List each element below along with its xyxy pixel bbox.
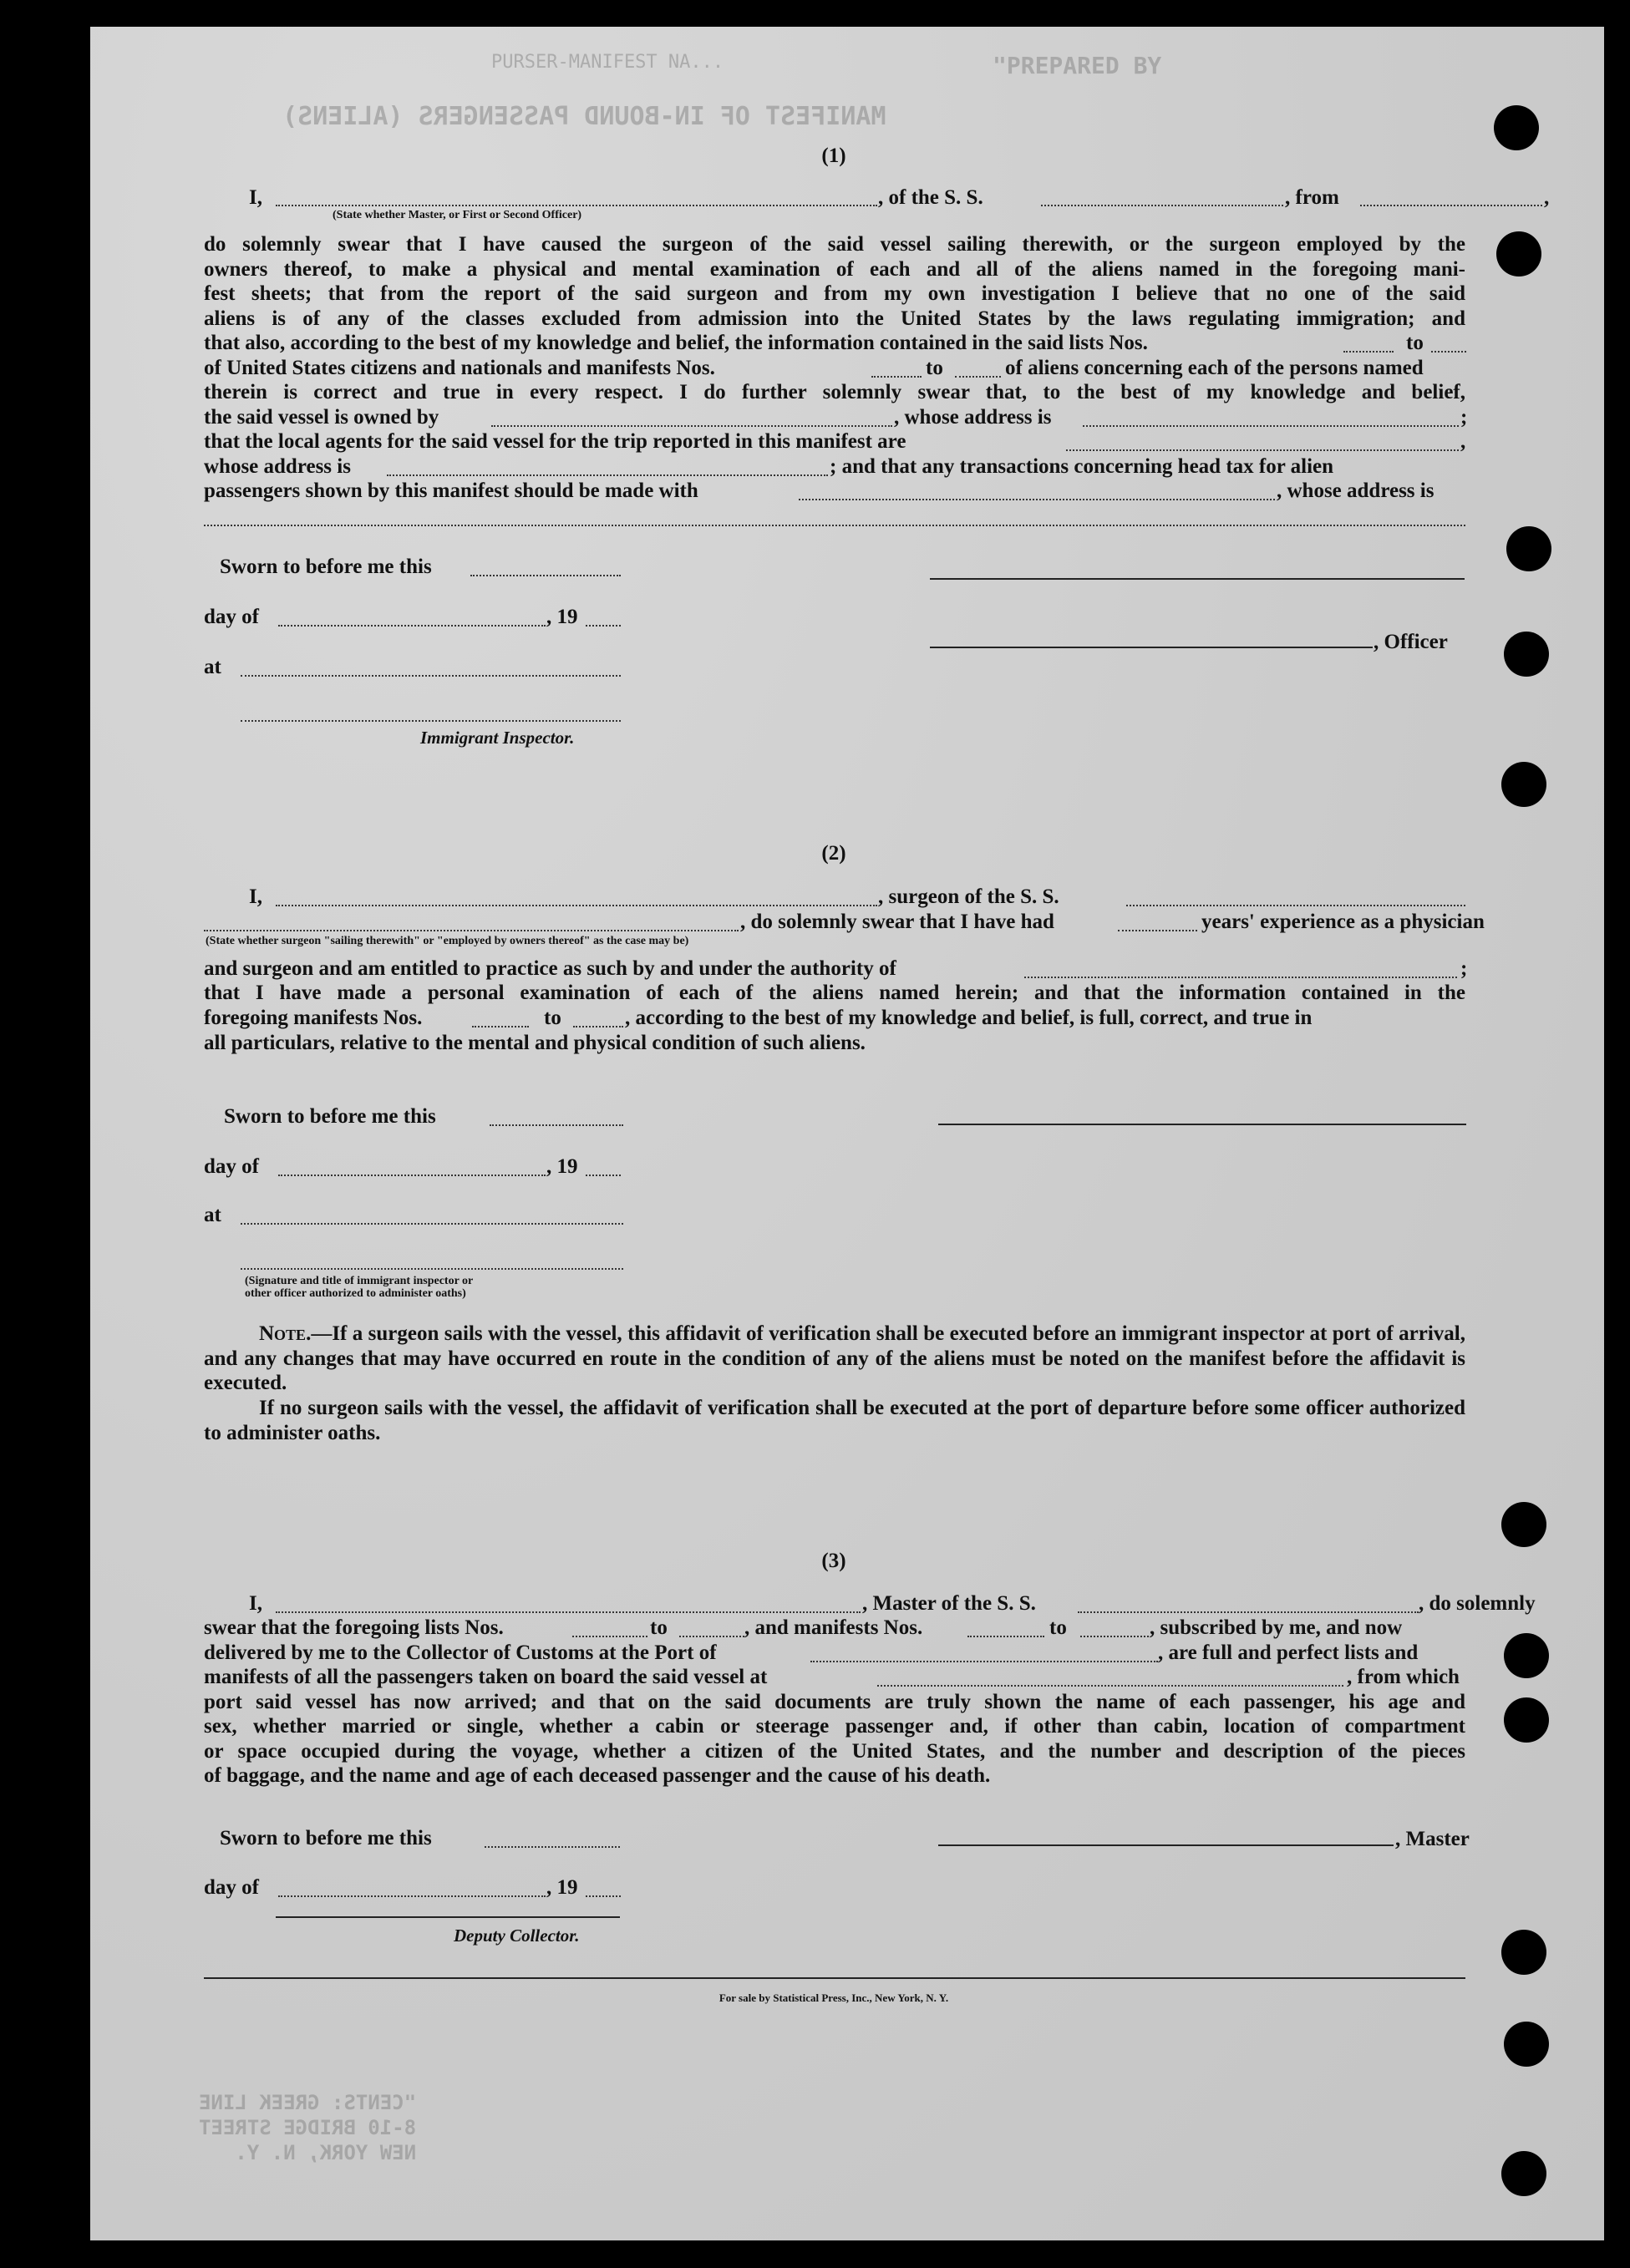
s3-day-field[interactable] (278, 1895, 546, 1897)
s2-manifests-to-field[interactable] (573, 1026, 623, 1027)
ghost-stamp-2: 8-10 BRIDGE STREET (199, 2116, 417, 2139)
printer-credit: For sale by Statistical Press, Inc., New York, N. Y. (719, 1991, 949, 2004)
s1-l10e: , (1460, 430, 1466, 453)
s1-of-ss: , of the S. S. (878, 186, 983, 209)
s1-lists-to-field[interactable] (1431, 351, 1466, 353)
s1-l6b: to (1406, 332, 1424, 354)
s1-day-field[interactable] (278, 625, 546, 627)
s3-l2c: , and manifests Nos. (744, 1616, 923, 1639)
s2-at: at (204, 1204, 221, 1226)
s1-name-field[interactable] (276, 205, 877, 206)
ghost-stamp-1: "CENTS: GREEK LINE (199, 2091, 417, 2114)
s2-day-of: day of (204, 1155, 259, 1178)
binder-hole (1504, 1697, 1549, 1743)
binder-hole (1504, 632, 1549, 677)
s2-years-field[interactable] (1118, 930, 1197, 931)
s2-surgeon: , surgeon of the S. S. (878, 885, 1059, 908)
s3-l3a: delivered by me to the Collector of Customs at the Port of (204, 1641, 717, 1664)
s2-note (204, 1322, 1465, 1396)
s3-day-of: day of (204, 1876, 259, 1899)
s1-line-2: owners thereof, to make a physical and mental examination of each and all of the aliens named in the foregoing mani- (204, 258, 1465, 281)
s3-i: I, (249, 1592, 262, 1615)
s1-inspector: Immigrant Inspector. (420, 728, 575, 748)
s3-port-field[interactable] (810, 1661, 1158, 1662)
s1-year: , 19 (546, 606, 578, 628)
s3-sworn: Sworn to before me this (220, 1827, 432, 1849)
s2-l5a: foregoing manifests Nos. (204, 1007, 423, 1029)
section-1-number: (1) (821, 145, 846, 167)
s1-l7b: to (926, 357, 943, 379)
s2-l5b: to (544, 1007, 561, 1029)
s2-line-6: all particulars, relative to the mental and physical condition of such aliens. (204, 1032, 866, 1054)
s1-signature-line-upper[interactable] (930, 578, 1465, 580)
s1-headtax-address-field[interactable] (204, 525, 1465, 526)
s3-line-6: sex, whether married or single, whether a cabin or steerage passenger and, if other than cabin, location of compartment (204, 1715, 1465, 1738)
s1-l7a: of United States citizens and nationals and manifests Nos. (204, 357, 715, 379)
s3-l2a: swear that the foregoing lists Nos. (204, 1616, 504, 1639)
s2-l2a: , do solemnly swear that I have had (740, 911, 1054, 933)
s1-year-field[interactable] (586, 625, 621, 627)
s3-l2d: to (1049, 1616, 1067, 1639)
s2-l3e: ; (1460, 957, 1468, 980)
s1-owner-field[interactable] (491, 425, 892, 427)
s1-line-1: do solemnly swear that I have caused the surgeon of the said vessel sailing therewith, or the surgeon employed by the (204, 233, 1465, 256)
ghost-manifest-title: MANIFEST OF IN-BOUND PASSENGERS (ALIENS) (282, 102, 886, 131)
s2-sig-hint-2: other officer authorized to administer oaths) (245, 1287, 466, 1300)
section-2-number: (2) (821, 842, 846, 865)
s2-year-field[interactable] (586, 1175, 621, 1176)
s2-authority-field[interactable] (1024, 977, 1457, 978)
binder-hole (1506, 526, 1551, 571)
s2-year: , 19 (546, 1155, 578, 1178)
s2-vessel-field[interactable] (1126, 905, 1465, 906)
s3-departure-port-field[interactable] (877, 1685, 1343, 1687)
s1-from: , from (1285, 186, 1339, 209)
s3-lists-from-field[interactable] (572, 1636, 647, 1637)
binder-hole (1501, 1502, 1546, 1547)
s2-line-4: that I have made a personal examination of each of the aliens named herein; and that the information contained in the (204, 982, 1465, 1004)
binder-hole (1504, 1633, 1549, 1678)
s1-line-3: fest sheets; that from the report of the said surgeon and from my own investigation I believe that no one of the said (204, 282, 1465, 305)
s3-collector-sign-line[interactable] (276, 1916, 620, 1918)
s1-agents-field[interactable] (1066, 449, 1459, 451)
s2-l2b: years' experience as a physician (1201, 911, 1485, 933)
binder-hole (1501, 762, 1546, 807)
s1-l11a: whose address is (204, 455, 351, 478)
s2-officer-sign-line[interactable] (241, 1268, 623, 1270)
s1-l1-end: , (1544, 186, 1550, 209)
binder-hole (1494, 105, 1539, 150)
s2-note-text: —If a surgeon sails with the vessel, this affidavit of verification shall be executed before an immigrant inspector at port of arrival, and any changes that may have occurred en route in the condition of any of the aliens must be noted on the manifest before the affidavit is executed. (204, 1322, 1465, 1394)
s3-l4b: , from which (1347, 1666, 1460, 1688)
s2-note-label: Note. (259, 1322, 312, 1345)
s1-hint: (State whether Master, or First or Second Officer) (333, 209, 582, 221)
s3-vessel-field[interactable] (1078, 1611, 1419, 1613)
s1-owner-address-field[interactable] (1083, 425, 1459, 427)
binder-hole (1504, 2022, 1549, 2067)
ghost-stamp-3: NEW YORK, N. Y. (235, 2141, 417, 2164)
s3-l2b: to (650, 1616, 668, 1639)
s3-master-label: , Master (1395, 1828, 1470, 1850)
binder-hole (1496, 231, 1541, 277)
s1-vessel-field[interactable] (1041, 205, 1283, 206)
s3-sworn-field[interactable] (485, 1846, 620, 1848)
s1-officer-line[interactable] (930, 647, 1373, 648)
ghost-stamp (199, 2090, 416, 2165)
ghost-prepared-by: "PREPARED BY (993, 52, 1162, 79)
s3-master: , Master of the S. S. (862, 1592, 1036, 1615)
binder-hole (1501, 2151, 1546, 2196)
s3-lists-to-field[interactable] (679, 1636, 744, 1637)
s1-line-8: therein is correct and true in every respect. I do further solemnly swear that, to the best of my knowledge and belief, (204, 381, 1465, 403)
s3-line-7: or space occupied during the voyage, whether a citizen of the United States, and the number and description of the pieces (204, 1740, 1465, 1763)
section-3-number: (3) (821, 1550, 846, 1572)
ghost-purser: PURSER-MANIFEST NA... (491, 52, 724, 73)
s1-inspector-sign-line[interactable] (241, 720, 621, 722)
s2-day-field[interactable] (278, 1175, 546, 1176)
s2-l3: and surgeon and am entitled to practice as such by and under the authority of (204, 957, 896, 980)
s3-manifests-from-field[interactable] (967, 1636, 1044, 1637)
s2-sworn-field[interactable] (490, 1124, 623, 1126)
s2-i: I, (249, 885, 262, 908)
s3-l4a: manifests of all the passengers taken on board the said vessel at (204, 1666, 768, 1688)
s3-year: , 19 (546, 1876, 578, 1899)
s2-hint: (State whether surgeon "sailing therewith" or "employed by owners thereof" as the case may be) (206, 935, 689, 947)
s1-l11b: ; and that any transactions concerning head tax for alien (830, 455, 1334, 478)
s2-name-field[interactable] (276, 905, 877, 906)
s1-officer: , Officer (1374, 631, 1448, 653)
s1-agents-address-field[interactable] (387, 474, 828, 476)
binder-hole (1501, 1930, 1546, 1975)
s2-note-2: If no surgeon sails with the vessel, the affidavit of verification shall be executed at the port of departure before some officer authorized to administer oaths. (204, 1397, 1465, 1444)
s2-l5c: , according to the best of my knowledge and belief, is full, correct, and true in (625, 1007, 1313, 1029)
s3-line-5: port said vessel has now arrived; and that on the said documents are truly shown the name of each passenger, his age and (204, 1691, 1465, 1713)
s2-sig-hint-1: (Signature and title of immigrant inspector or (245, 1275, 474, 1287)
s1-headtax-field[interactable] (799, 499, 1275, 500)
s2-sworn: Sworn to before me this (224, 1105, 436, 1128)
s1-l10: that the local agents for the said vessel for the trip reported in this manifest are (204, 430, 906, 453)
s1-l9b: , whose address is (894, 406, 1052, 429)
footer-rule (204, 1977, 1465, 1979)
s1-sworn-field[interactable] (470, 575, 621, 576)
s3-l3b: , are full and perfect lists and (1158, 1641, 1419, 1664)
s3-master-line[interactable] (938, 1844, 1394, 1846)
s3-name-field[interactable] (276, 1611, 861, 1613)
s1-line-4: aliens is of any of the classes excluded from admission into the United States by the laws regulating immigration; and (204, 307, 1465, 330)
s1-at-field[interactable] (241, 675, 621, 677)
s1-at: at (204, 656, 221, 678)
s1-l12b: , whose address is (1277, 479, 1435, 502)
s1-l7c: of aliens concerning each of the persons named (1005, 357, 1424, 379)
s1-l9a: the said vessel is owned by (204, 406, 439, 429)
s1-i: I, (249, 186, 262, 209)
s1-day-of: day of (204, 606, 259, 628)
s2-signature-line[interactable] (938, 1124, 1466, 1125)
s1-l9c: ; (1460, 406, 1468, 429)
s2-at-field[interactable] (241, 1223, 623, 1225)
form-page (90, 27, 1604, 2240)
s1-manifests-to-field[interactable] (955, 376, 1001, 378)
s3-l1-end: , do solemnly (1419, 1592, 1536, 1615)
s1-l6a: that also, according to the best of my knowledge and belief, the information contained in the said lists Nos. (204, 332, 1148, 354)
s3-collector: Deputy Collector. (454, 1926, 580, 1946)
s1-from-field[interactable] (1360, 205, 1542, 206)
s3-l2e: , subscribed by me, and now (1150, 1616, 1403, 1639)
s3-line-8: of baggage, and the name and age of each deceased passenger and the cause of his death. (204, 1764, 991, 1787)
s1-l12a: passengers shown by this manifest should be made with (204, 479, 698, 502)
s1-lists-from-field[interactable] (1343, 351, 1394, 353)
s1-manifests-from-field[interactable] (871, 376, 922, 378)
s3-year-field[interactable] (586, 1895, 621, 1897)
s1-sworn: Sworn to before me this (220, 556, 432, 578)
s2-manifests-from-field[interactable] (472, 1026, 529, 1027)
s3-manifests-to-field[interactable] (1080, 1636, 1149, 1637)
s2-status-field[interactable] (204, 930, 739, 931)
